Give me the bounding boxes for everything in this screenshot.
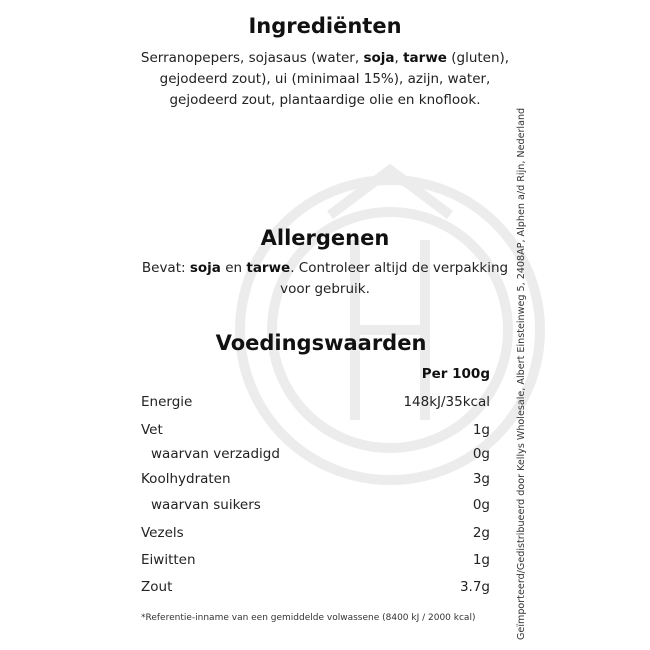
- ingredients-line-3: gejodeerd zout, plantaardige olie en knoflook.: [169, 92, 481, 108]
- nutrition-title: Voedingswaarden: [215, 331, 427, 355]
- row-value: 0g: [472, 497, 490, 513]
- nutrition-row-protein: [141, 552, 490, 572]
- nutrition-row-salt: [141, 579, 490, 599]
- row-label: Eiwitten: [141, 552, 196, 568]
- ingredients-line-1: Serranopepers, sojasaus (water, soja, tarwe (gluten),: [140, 50, 510, 66]
- row-label: Vezels: [141, 525, 184, 541]
- nutrition-row-fiber: [141, 525, 490, 545]
- ingredients-line-2: gejodeerd zout), ui (minimaal 15%), azijn, water,: [159, 71, 491, 87]
- row-label: Zout: [141, 579, 173, 595]
- allergens-line-2: voor gebruik.: [280, 281, 370, 297]
- row-value: 0g: [472, 446, 490, 462]
- allergens-text: [0, 258, 650, 300]
- ingredients-title: Ingrediënten: [248, 14, 402, 38]
- row-label: waarvan suikers: [151, 497, 261, 513]
- row-value: 1g: [472, 422, 490, 438]
- row-value: 3g: [472, 471, 490, 487]
- nutrition-row-sugars: [141, 497, 490, 517]
- nutrition-row-energy: [141, 394, 490, 414]
- ingredients-text: [0, 48, 650, 111]
- reference-footnote: *Referentie-inname van een gemiddelde volwassene (8400 kJ / 2000 kcal): [141, 613, 476, 623]
- row-label: Energie: [141, 394, 193, 410]
- per-100g-header: Per 100g: [421, 366, 490, 382]
- nutrition-row-saturated: [141, 446, 490, 466]
- nutrition-row-fat: [141, 422, 490, 442]
- allergens-title: Allergenen: [260, 226, 390, 250]
- allergens-line-1: Bevat: soja en tarwe. Controleer altijd de verpakking: [141, 260, 509, 276]
- distributor-address: Geïmporteerd/Gedistribueerd door Kellys Wholesale, Albert Einsteinweg 5, 2408AP, Alphen a/d Rijn, Nederland: [516, 107, 527, 640]
- row-label: waarvan verzadigd: [151, 446, 280, 462]
- row-value: 148kJ/35kcal: [403, 394, 490, 410]
- row-label: Vet: [141, 422, 163, 438]
- row-value: 1g: [472, 552, 490, 568]
- row-value: 3.7g: [459, 579, 490, 595]
- nutrition-row-carbs: [141, 471, 490, 491]
- row-value: 2g: [472, 525, 490, 541]
- row-label: Koolhydraten: [141, 471, 231, 487]
